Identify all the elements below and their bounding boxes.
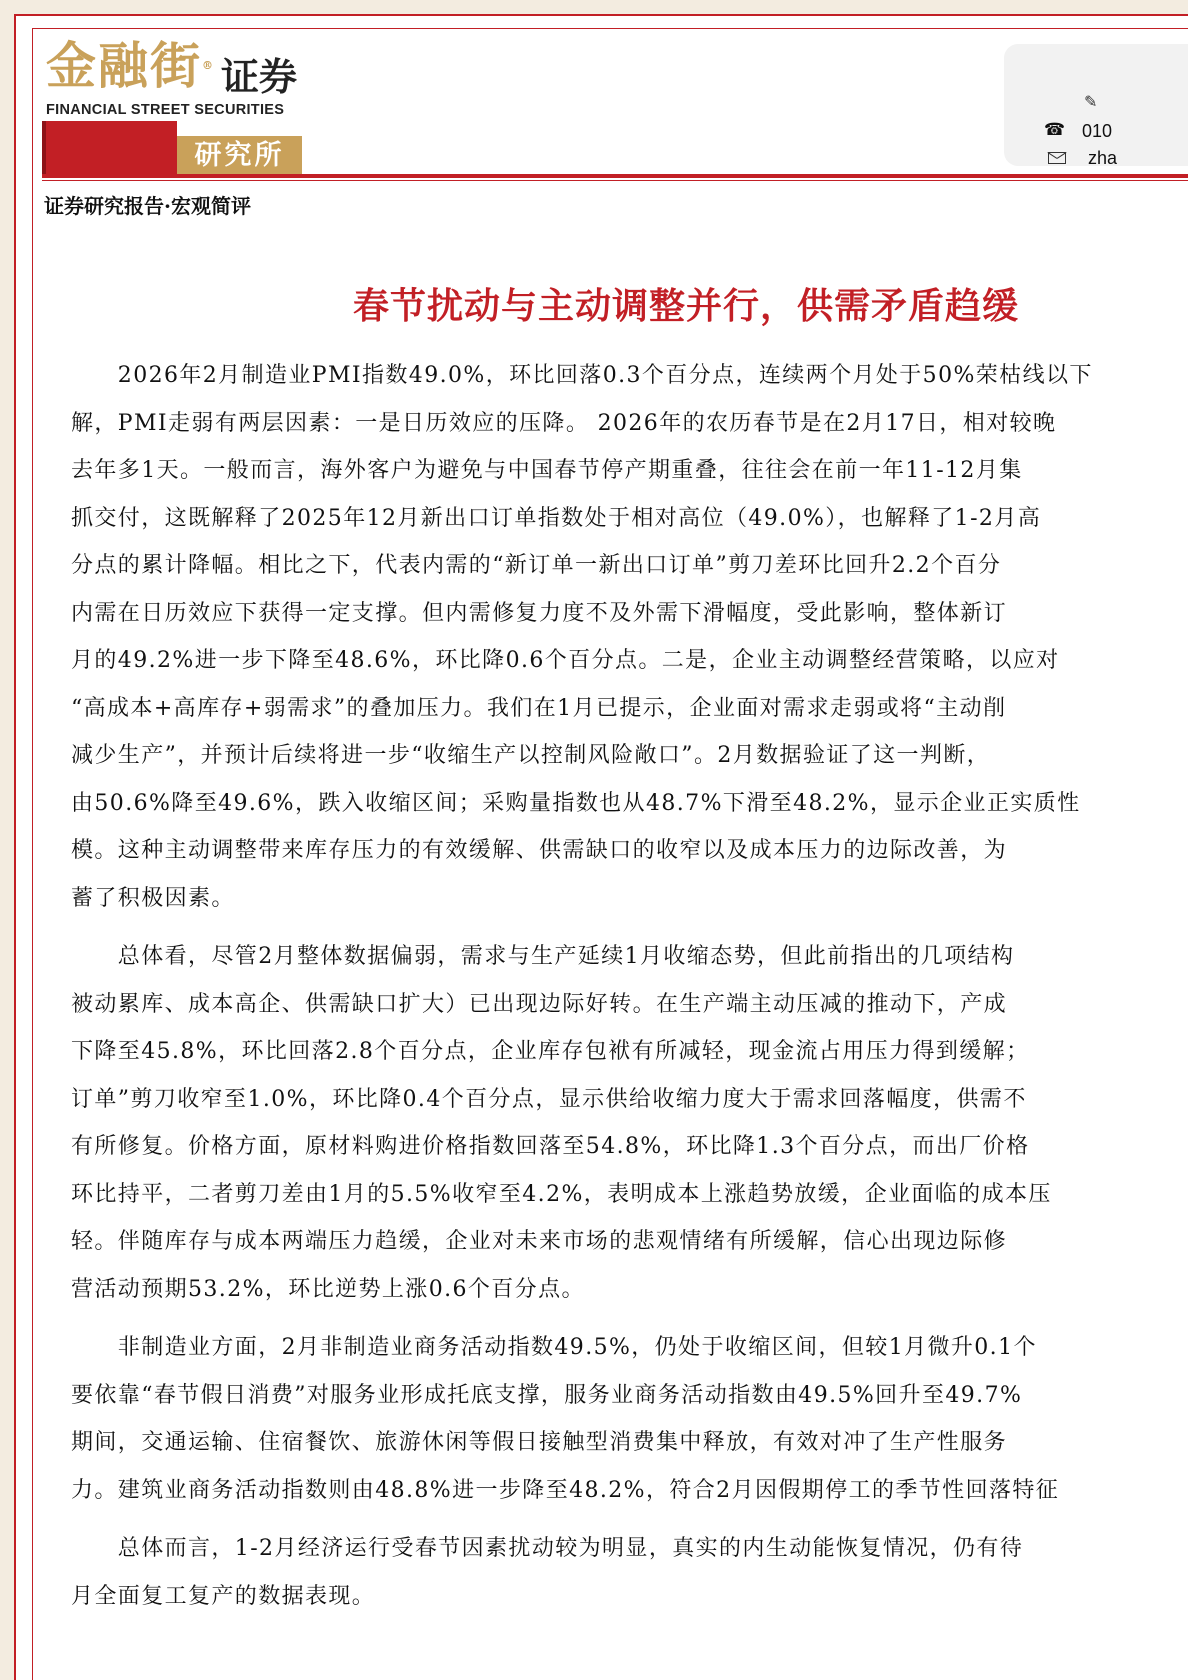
body-line: 去年多1天。一般而言，海外客户为避免与中国春节停产期重叠，往往会在前一年11-12月集 — [71, 458, 1023, 483]
body-line: 减少生产”，并预计后续将进一步“收缩生产以控制风险敞口”。2月数据验证了这一判断， — [71, 743, 991, 768]
body-line: 期间，交通运输、住宿餐饮、旅游休闲等假日接触型消费集中释放，有效对冲了生产性服务 — [71, 1430, 1008, 1455]
body-line: 非制造业方面，2月非制造业商务活动指数49.5%，仍处于收缩区间，但较1月微升0.1个 — [71, 1335, 1037, 1360]
body-line: 力。建筑业商务活动指数则由48.8%进一步降至48.2%，符合2月因假期停工的季节性回落特征 — [71, 1477, 1060, 1503]
pen-icon: ✎ — [1084, 92, 1098, 111]
mail-icon — [1048, 152, 1066, 164]
body-line: 轻。伴随库存与成本两端压力趋缓，企业对未来市场的悲观情绪有所缓解，信心出现边际修 — [71, 1229, 1008, 1254]
body-line: 蓄了积极因素。 — [71, 885, 235, 911]
body-line: 有所修复。价格方面，原材料购进价格指数回落至54.8%，环比降1.3个百分点，而出厂价格 — [71, 1134, 1030, 1159]
logo-chinese: 金融街® — [46, 36, 215, 95]
body-line: 内需在日历效应下获得一定支撑。但内需修复力度不及外需下滑幅度，受此影响，整体新订 — [71, 600, 1008, 626]
body-line: 总体看，尽管2月整体数据偏弱，需求与生产延续1月收缩态势，但此前指出的几项结构 — [71, 944, 1015, 969]
body-line: 订单”剪刀收窄至1.0%，环比降0.4个百分点，显示供给收缩力度大于需求回落幅度，供需不 — [71, 1086, 1027, 1112]
logo-red-block — [42, 121, 177, 175]
logo-red-edge — [42, 121, 46, 175]
body-line: 抓交付，这既解释了2025年12月新出口订单指数处于相对高位（49.0%），也解释了1-2月高 — [71, 505, 1042, 531]
header-rule — [42, 174, 1188, 178]
report-category: 证券研究报告·宏观简评 — [44, 194, 251, 218]
body-line: 下降至45.8%，环比回落2.8个百分点，企业库存包袱有所减轻，现金流占用压力得到缓解； — [71, 1039, 1030, 1064]
report-body — [71, 352, 1188, 1620]
paragraph-gap — [71, 922, 1188, 933]
report-title: 春节扰动与主动调整并行，供需矛盾趋缓 — [352, 285, 1019, 327]
page-border-left — [32, 28, 33, 1680]
body-line: 2026年2月制造业PMI指数49.0%，环比回落0.3个百分点，连续两个月处于50%荣枯线以下 — [71, 363, 1093, 388]
analyst-contact-box — [1004, 44, 1188, 166]
body-line: 分点的累计降幅。相比之下，代表内需的“新订单一新出口订单”剪刀差环比回升2.2个百分 — [71, 553, 1002, 578]
body-line: 月全面复工复产的数据表现。 — [71, 1583, 376, 1609]
body-line: 要依靠“春节假日消费”对服务业形成托底支撑，服务业商务活动指数由49.5%回升至49.7% — [71, 1382, 1023, 1408]
body-line: 月的49.2%进一步下降至48.6%，环比降0.6个百分点。二是，企业主动调整经营策略，以应对 — [71, 648, 1060, 673]
body-line: 环比持平，二者剪刀差由1月的5.5%收窄至4.2%，表明成本上涨趋势放缓，企业面临的成本压 — [71, 1181, 1052, 1207]
body-line: 总体而言，1-2月经济运行受春节因素扰动较为明显，真实的内生动能恢复情况，仍有待 — [71, 1536, 1024, 1561]
body-line: 被动累库、成本高企、供需缺口扩大）已出现边际好转。在生产端主动压减的推动下，产成 — [71, 991, 1008, 1017]
body-line: 营活动预期53.2%，环比逆势上涨0.6个百分点。 — [71, 1276, 585, 1302]
header-rule-thin — [42, 180, 1188, 181]
body-line: 模。这种主动调整带来库存压力的有效缓解、供需缺口的收窄以及成本压力的边际改善，为 — [71, 838, 1008, 863]
paragraph-gap — [71, 1514, 1188, 1525]
institute-label: 研究所 — [194, 140, 285, 171]
paragraph-gap — [71, 1313, 1188, 1324]
logo-suffix: 证券 — [221, 55, 298, 99]
body-line: “高成本+高库存+弱需求”的叠加压力。我们在1月已提示，企业面对需求走弱或将“主动削 — [71, 695, 1007, 721]
registered-mark: ® — [202, 59, 215, 72]
contact-phone: 010 — [1082, 121, 1113, 141]
page-border-top — [32, 28, 1188, 29]
phone-icon: ☎ — [1044, 120, 1066, 140]
logo-english: FINANCIAL STREET SECURITIES — [46, 102, 285, 118]
body-line: 由50.6%降至49.6%，跌入收缩区间；采购量指数也从48.7%下滑至48.2%，显示企业正实质性 — [71, 790, 1081, 816]
report-page — [14, 14, 1188, 1680]
body-line: 解，PMI走弱有两层因素：一是日历效应的压降。 2026年的农历春节是在2月17日，相对较晚 — [71, 410, 1057, 436]
contact-email[interactable]: zha — [1088, 148, 1118, 168]
